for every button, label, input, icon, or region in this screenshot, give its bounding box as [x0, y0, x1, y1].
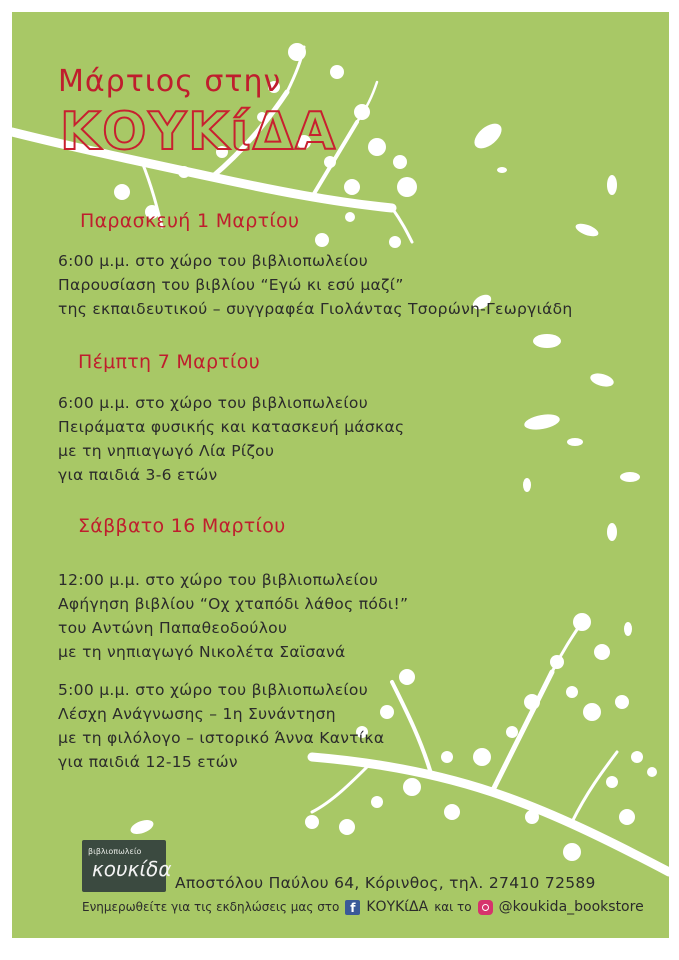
event-line: 5:00 μ.μ. στο χώρο του βιβλιοπωλείου	[58, 681, 368, 699]
event-details	[58, 391, 404, 487]
info-prefix: Ενημερωθείτε για τις εκδηλώσεις μας στο	[82, 900, 340, 914]
event-details	[58, 249, 573, 321]
page-title-brand: ΚΟΥΚίΔΑ	[60, 102, 338, 162]
bookstore-logo	[82, 840, 172, 892]
event-line: για παιδιά 12-15 ετών	[58, 753, 238, 771]
logo-subtitle: βιβλιοπωλείο	[88, 847, 142, 856]
event-details	[58, 678, 384, 774]
event-line: με τη νηπιαγωγό Λία Ρίζου	[58, 442, 275, 460]
instagram-handle-link[interactable]: @koukida_bookstore	[498, 899, 644, 915]
event-line: Πειράματα φυσικής και κατασκευή μάσκας	[58, 418, 405, 436]
facebook-icon[interactable]: f	[345, 900, 360, 915]
facebook-page-link[interactable]: ΚΟΥΚίΔΑ	[366, 899, 429, 915]
info-mid: και το	[434, 900, 472, 914]
event-line: με τη φιλόλογο – ιστορικό Άννα Καντίκα	[58, 729, 385, 747]
event-line: του Αντώνη Παπαθεοδούλου	[58, 619, 288, 637]
event-line: 12:00 μ.μ. στο χώρο του βιβλιοπωλείου	[58, 571, 379, 589]
instagram-icon[interactable]	[478, 900, 493, 915]
event-line: Αφήγηση βιβλίου “Οχ χταπόδι λάθος πόδι!”	[58, 595, 409, 613]
logo-name: κουκίδα	[92, 857, 172, 881]
page-title-line1: Μάρτιος στην	[58, 64, 282, 99]
event-line: της εκπαιδευτικού – συγγραφέα Γιολάντας Τσορώνη-Γεωργιάδη	[58, 300, 573, 318]
social-info	[82, 899, 644, 915]
event-date: Πέμπτη 7 Μαρτίου	[78, 351, 260, 373]
event-line: Λέσχη Ανάγνωσης – 1η Συνάντηση	[58, 705, 336, 723]
event-line: Παρουσίαση του βιβλίου “Εγώ κι εσύ μαζί”	[58, 276, 404, 294]
event-line: με τη νηπιαγωγό Νικολέτα Σαϊσανά	[58, 643, 346, 661]
event-line: 6:00 μ.μ. στο χώρο του βιβλιοπωλείου	[58, 252, 368, 270]
store-address: Αποστόλου Παύλου 64, Κόρινθος, τηλ. 27410 72589	[175, 874, 596, 892]
event-date: Σάββατο 16 Μαρτίου	[78, 515, 286, 537]
event-date: Παρασκευή 1 Μαρτίου	[80, 210, 300, 232]
event-line: για παιδιά 3-6 ετών	[58, 466, 218, 484]
poster	[12, 12, 669, 938]
event-line: 6:00 μ.μ. στο χώρο του βιβλιοπωλείου	[58, 394, 368, 412]
event-details	[58, 568, 408, 664]
